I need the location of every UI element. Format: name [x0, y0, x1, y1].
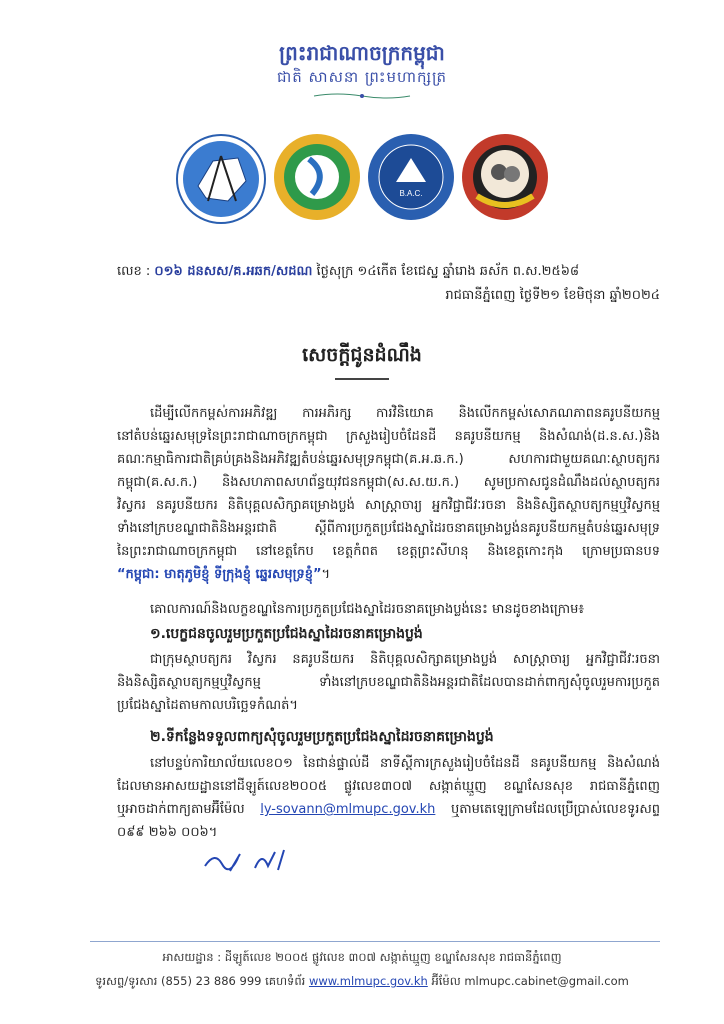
reference-label: លេខ : — [117, 264, 151, 279]
ministry-logo — [176, 134, 266, 224]
kingdom-heading: ព្រះរាជាណាចក្រកម្ពុជា — [279, 41, 445, 65]
logo-row — [0, 134, 724, 224]
coastal-committee-logo — [274, 134, 360, 220]
footer-address: អាសយដ្ឋាន : ដីឡូត៍លេខ ២០០៥ ផ្លូវលេខ ៣០៧ សង្កាត់ឃ្មួញ ខណ្ឌសែនសុខ រាជធានីភ្នំពេញ — [162, 950, 562, 964]
website-link[interactable]: www.mlmupc.gov.kh — [308, 974, 428, 988]
email-line — [117, 800, 660, 820]
body-line: នៅតំបន់ឆ្នេរសមុទ្រនៃព្រះរាជាណាចក្រកម្ពុជា ក្រសួងរៀបចំដែនដី នគរូបនីយកម្ម និងសំណង់(ដ.ន.ស.)និង — [117, 429, 660, 444]
document-title: សេចក្តីជូនដំណឹង — [302, 344, 422, 366]
body-line: ដែលមានអាសយដ្ឋាននៅដីឡូត៍លេខ២០០៥ ផ្លូវលេខ៣០៧ សង្កាត់ឃ្មួញ ខណ្ឌសែនសុខ រាជធានីភ្នំពេញ — [117, 779, 660, 794]
phone-number: (855) 23 886 999 — [161, 974, 262, 988]
competition-theme: “កម្ពុជា: មាតុភូមិខ្ញុំ ទីក្រុងខ្ញុំ ឆ្នេរសមុទ្រខ្ញុំ” — [117, 567, 322, 582]
footer-contact — [0, 974, 724, 991]
theme-line — [117, 565, 660, 585]
email-suffix: ឬតាមតេឡេក្រាមដែលប្រើប្រាស់លេខទូរសព្ទ — [450, 802, 660, 817]
body-line: ប្រជែងស្នាដៃតាមកាលបរិច្ឆេទកំណត់។ — [117, 698, 298, 713]
ornament-divider — [312, 92, 412, 100]
reference-line — [117, 263, 579, 282]
youth-federation-logo — [462, 134, 548, 220]
body-line: នៃព្រះរាជាណាចក្រកម្ពុជា នៅខេត្តកែប ខេត្តកំពត ខេត្តព្រះសីហនុ និងខេត្តកោះកុង ក្រោមប្រធានបទ — [117, 544, 660, 559]
body-line: គណៈកម្មាធិការជាតិគ្រប់គ្រងនិងអភិវឌ្ឍតំបន់ឆ្នេរសមុទ្រកម្ពុជា(គ.អ.ឆ.ក.) សហការជាមួយគណៈស្ថាបត្យករ — [117, 452, 660, 467]
board-of-architects-logo — [368, 134, 454, 220]
body-line: កម្ពុជា(គ.ស.ក.) និងសហភាពសហព័ន្ធយុវជនកម្ពុជា(ស.ស.យ.ក.) សូមប្រកាសជូនដំណឹងដល់ស្ថាបត្យករ — [117, 475, 660, 490]
body-line: ជាក្រុមស្ថាបត្យករ វិស្វករ នគរូបនីយករ និតិបុគ្គលសិក្សាគម្រោងប្លង់ សាស្ត្រាចារ្យ អ្នកវិជ្ជាជីវៈរចនា — [150, 652, 660, 667]
section1-heading: ១.បេក្ខជនចូលរួមប្រកួតប្រជែងស្នាដៃរចនាគម្រោងប្លង់ — [150, 626, 423, 642]
footer-email[interactable]: mlmupc.cabinet@gmail.com — [464, 974, 629, 988]
logo-text: B.A.C. — [399, 189, 423, 198]
website-label: គេហទំព័រ — [265, 974, 306, 988]
title-divider — [335, 378, 389, 380]
email-prefix: ឬអាចដាក់ពាក្យតាមអ៊ីម៉ែល — [117, 802, 245, 817]
email-label: អ៊ីម៉ែល — [431, 974, 461, 988]
theme-end: ។ — [321, 567, 331, 582]
section2-heading: ២.ទីកន្លែងទទួលពាក្យសុំចូលរួមប្រកួតប្រជែងស្នាដៃរចនាគម្រោងប្លង់ — [150, 729, 494, 745]
national-motto: ជាតិ សាសនា ព្រះមហាក្សត្រ — [276, 68, 448, 86]
reference-number: ០១៦ ដនសស/គ.អឆក/សដណ — [154, 264, 313, 279]
document-date: រាជធានីភ្នំពេញ ថ្ងៃទី២១ ខែមិថុនា ឆ្នាំ២០២៤ — [445, 288, 660, 303]
body-line: ដើម្បីលើកកម្ពស់ការអភិវឌ្ឍ ការអភិរក្ស ការវិនិយោគ និងលើកកម្ពស់សោភណភាពនគរូបនីយកម្ម — [150, 406, 660, 421]
body-line: និងនិស្សិតស្ថាបត្យកម្មឬវិស្វកម្ម ទាំងនៅក្របខណ្ឌជាតិនិងអន្តរជាតិដែលបានដាក់ពាក្យសុំចូលរួមការប្រកួត — [117, 675, 660, 690]
body-line: នៅបន្ទប់ការិយាល័យលេខ០១ នៃជាន់ផ្ទាល់ដី នាទីស្តីការក្រសួងរៀបចំដែនដី នគរូបនីយកម្ម និងសំណង់ — [150, 756, 660, 771]
lunar-date: ថ្ងៃសុក្រ ១៤កើត ខែជេស្ឋ ឆ្នាំរោង ឆស័ក ព.ស.២៥៦៨ — [316, 264, 580, 279]
principles-line: គោលការណ៍និងលក្ខខណ្ឌនៃការប្រកួតប្រជែងស្នាដៃរចនាគម្រោងប្លង់នេះ មានដូចខាងក្រោម៖ — [150, 602, 585, 617]
signature-initials — [200, 846, 290, 876]
footer-divider — [90, 941, 660, 942]
body-line: វិស្វករ នគរូបនីយករ និតិបុគ្គលសិក្សាគម្រោងប្លង់ សាស្ត្រាចារ្យ អ្នកវិជ្ជាជីវៈរចនា និងនិស្សិតស្ថាបត្យកម្មឬវិស្វកម្ម — [117, 498, 660, 513]
body-line: ទាំងនៅក្របខណ្ឌជាតិនិងអន្តរជាតិ ស្តីពីការប្រកួតប្រជែងស្នាដៃរចនាគម្រោងប្លង់នគរូបនីយកម្មតំបន់ឆ្នេរសមុទ្រ — [117, 521, 660, 536]
phone-label: ទូរសព្ទ/ទូរសារ — [95, 974, 158, 988]
email-link[interactable]: ly-sovann@mlmupc.gov.kh — [260, 802, 436, 817]
phone-line: ០៩៩ ២៦៦ ០០៦។ — [117, 825, 218, 840]
